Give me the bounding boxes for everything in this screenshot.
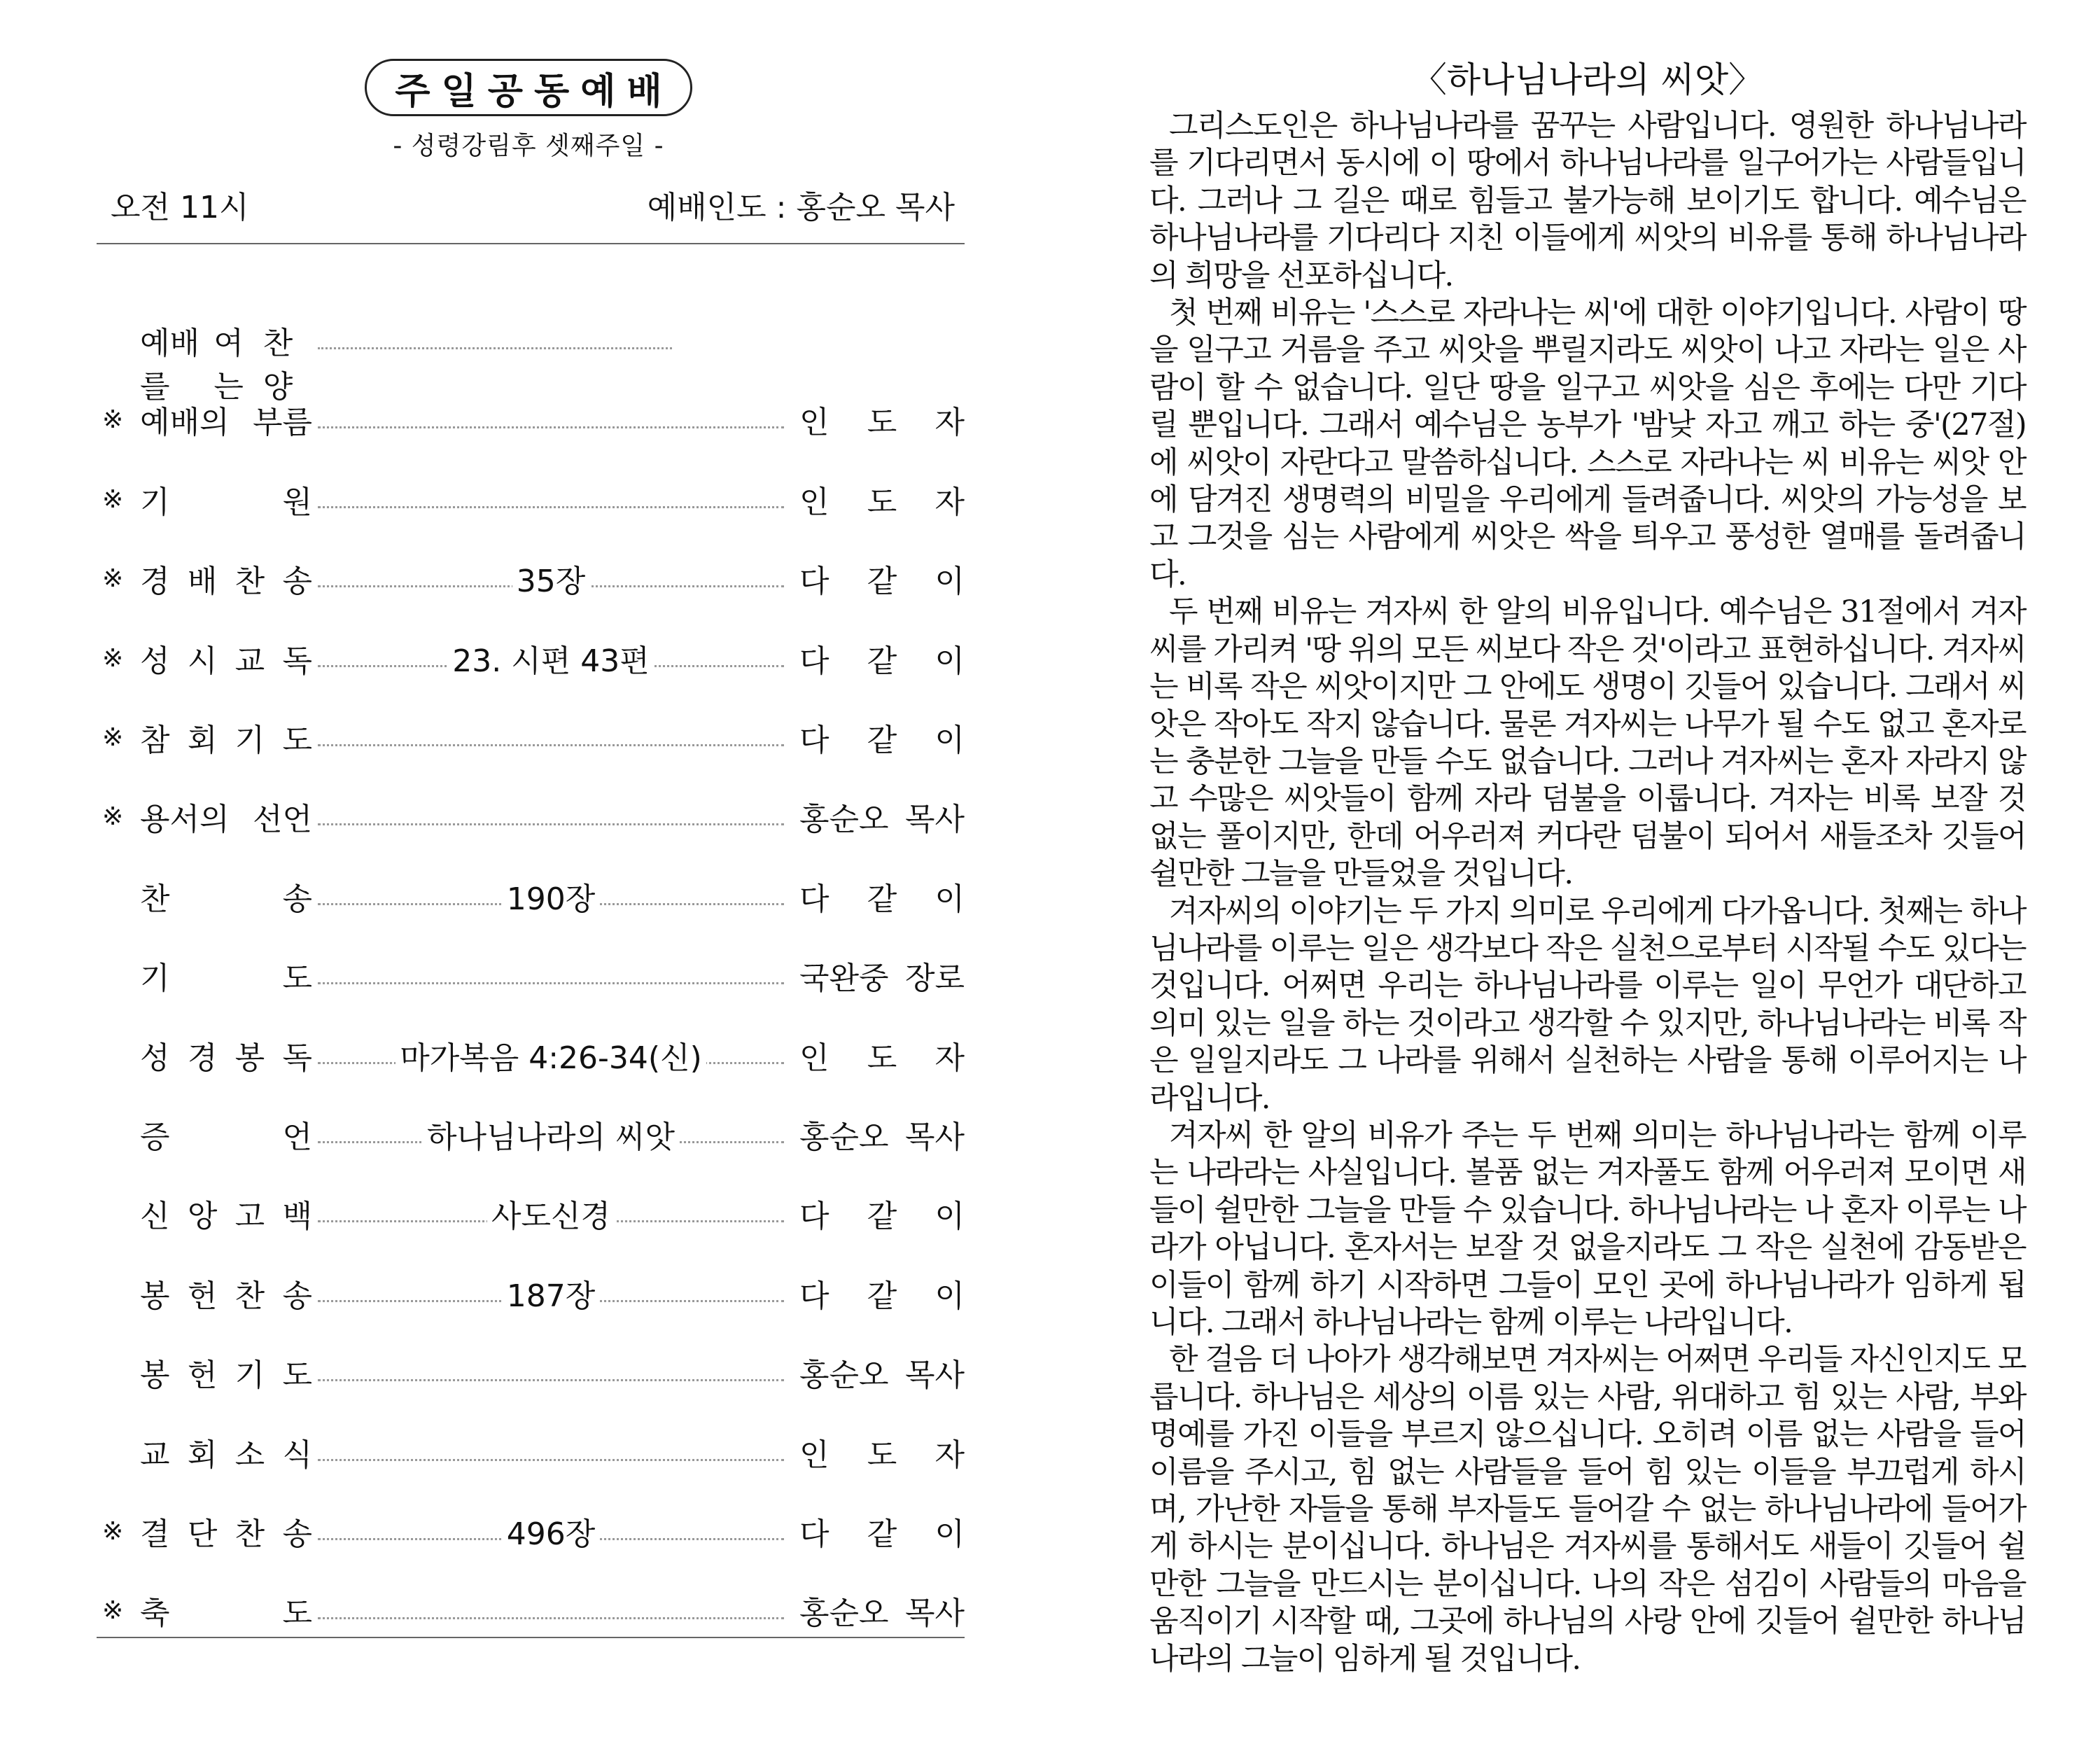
service-item-label: 용서의 선언 (140, 802, 312, 838)
bottom-divider (97, 1637, 965, 1638)
service-item-detail: 187장 (503, 1275, 600, 1318)
dot-leader (318, 744, 784, 746)
service-item-leader: 다 같 이 (799, 564, 965, 600)
service-item-label: 성 경 봉 독 (140, 1040, 312, 1076)
service-leader: 예배인도 : 홍순오 목사 (647, 190, 955, 225)
dot-leader (318, 1459, 784, 1461)
service-item-label: 경 배 찬 송 (140, 564, 312, 600)
service-item-detail: 하나님나라의 씨앗 (423, 1116, 679, 1159)
service-item-label: 결 단 찬 송 (140, 1516, 312, 1552)
service-item-label: 기 원 (140, 484, 312, 520)
service-item-leader: 홍순오 목사 (799, 802, 965, 838)
service-item (97, 1275, 965, 1318)
service-item-label: 증 언 (140, 1119, 312, 1155)
service-item-label: 예배의 부름 (140, 405, 312, 441)
service-item (97, 878, 965, 921)
service-item (97, 957, 965, 1000)
dot-leader (318, 426, 784, 428)
service-time: 오전 11시 (111, 190, 249, 225)
service-item-label: 축 도 (140, 1595, 312, 1632)
service-item-detail: 35장 (512, 560, 590, 603)
service-item (97, 1592, 965, 1635)
service-item-label: 찬 송 (140, 881, 312, 917)
service-subtitle: - 성령강림후 셋째주일 - (393, 132, 664, 160)
service-item-detail: 마가복음 4:26-34(신) (396, 1037, 706, 1080)
service-item-leader: 다 같 이 (799, 643, 965, 679)
service-item (97, 401, 965, 445)
service-item-leader: 다 같 이 (799, 1199, 965, 1235)
standing-mark: ※ (102, 643, 124, 673)
service-item (97, 1116, 965, 1159)
standing-mark: ※ (102, 405, 124, 435)
dot-leader (318, 982, 784, 984)
sermon-column (1149, 52, 2026, 1678)
service-item (97, 640, 965, 683)
service-item (97, 1354, 965, 1397)
service-title: 주일공동예배 (365, 59, 692, 116)
dot-leader (318, 506, 784, 508)
sermon-paragraph: 그리스도인은 하나님나라를 꿈꾸는 사람입니다. 영원한 하나님나라를 기다리면서 동시에 이 땅에서 하나님나라를 일구어가는 사람들입니다. 그러나 그 길은 때로 힘들고 불가능해 보이기도 합니다. 예수님은 하나님나라를 기다리다 지친 이들에게 씨앗의 비유를 통해 하나님나라의 희망을 선포하십니다. (1149, 109, 2026, 293)
service-item (97, 798, 965, 841)
service-item-label: 예배를 여는 찬양 (140, 326, 293, 405)
service-item-leader: 다 같 이 (799, 722, 965, 758)
service-item-detail: 190장 (503, 878, 600, 921)
service-item-label: 신 앙 고 백 (140, 1199, 312, 1235)
sermon-paragraph: 한 걸음 더 나아가 생각해보면 겨자씨는 어쩌면 우리들 자신인지도 모릅니다. 하나님은 세상의 이름 있는 사람, 위대하고 힘 있는 사람, 부와 명예를 가진 이들을 부르지 않으십니다. 오히려 이름 없는 사람을 들어 이름을 주시고, 힘 없는 사람들을 들어 힘 있는 이들을 부끄럽게 하시며, 가난한 자들을 통해 부자들도 들어갈 수 없는 하나님나라에 들어가게 하시는 분이십니다. 하나님은 겨자씨를 통해서도 새들이 깃들어 쉴만한 그늘을 만드시는 분이십니다. 나의 작은 섬김이 사람들의 마음을 움직이기 시작할 때, 그곳에 하나님의 사랑 안에 깃들어 쉴만한 하나님나라의 그늘이 임하게 될 것입니다. (1149, 1342, 2026, 1677)
dot-leader (318, 1379, 784, 1381)
dot-leader (318, 1617, 784, 1619)
service-item-label: 성 시 교 독 (140, 643, 312, 679)
service-item-leader: 홍순오 목사 (799, 1595, 965, 1632)
sermon-paragraph: 첫 번째 비유는 '스스로 자라나는 씨'에 대한 이야기입니다. 사람이 땅을 일구고 거름을 주고 씨앗을 뿌릴지라도 씨앗이 나고 자라는 일은 사람이 할 수 없습니다. 일단 땅을 일구고 씨앗을 심은 후에는 다만 기다릴 뿐입니다. 그래서 예수님은 농부가 '밤낮 자고 깨고 하는 중'(27절)에 씨앗이 자란다고 말씀하십니다. 스스로 자라나는 씨 비유는 씨앗 안에 담겨진 생명력의 비밀을 우리에게 들려줍니다. 씨앗의 가능성을 보고 그것을 심는 사람에게 씨앗은 싹을 틔우고 풍성한 열매를 돌려줍니다. (1149, 295, 2026, 592)
service-item-detail: 496장 (503, 1513, 600, 1556)
service-item (97, 560, 965, 603)
sermon-paragraph: 두 번째 비유는 겨자씨 한 알의 비유입니다. 예수님은 31절에서 겨자씨를 가리켜 '땅 위의 모든 씨보다 작은 것'이라고 표현하십니다. 겨자씨는 비록 작은 씨앗이지만 그 안에도 생명이 깃들어 있습니다. 그래서 씨앗은 작아도 작지 않습니다. 물론 겨자씨는 나무가 될 수도 없고 혼자로는 충분한 그늘을 만들 수도 없습니다. 그러나 겨자씨는 혼자 자라지 않고 수많은 씨앗들이 함께 자라 덤불을 이룹니다. 겨자는 비록 보잘 것 없는 풀이지만, 한데 어우러져 커다란 덤불이 되어서 새들조차 깃들어 쉴만한 그늘을 만들었을 것입니다. (1149, 594, 2026, 892)
service-item-label: 기 도 (140, 961, 312, 997)
sermon-paragraph: 겨자씨 한 알의 비유가 주는 두 번째 의미는 하나님나라는 함께 이루는 나라라는 사실입니다. 볼품 없는 겨자풀도 함께 어우러져 모이면 새들이 쉴만한 그늘을 만들 수 있습니다. 하나님나라는 나 혼자 이루는 나라가 아닙니다. 혼자서는 보잘 것 없을지라도 그 작은 실천에 감동받은 이들이 함께 하기 시작하면 그들이 모인 곳에 하나님나라가 임하게 됩니다. 그래서 하나님나라는 함께 이루는 나라입니다. (1149, 1117, 2026, 1340)
service-item-leader: 인 도 자 (799, 1040, 965, 1076)
service-item-label: 봉 헌 기 도 (140, 1357, 312, 1394)
service-item-leader: 인 도 자 (799, 484, 965, 520)
service-item-leader: 홍순오 목사 (799, 1357, 965, 1394)
service-item-leader: 다 같 이 (799, 881, 965, 917)
service-item (97, 481, 965, 524)
service-item (97, 1195, 965, 1238)
sermon-paragraph: 겨자씨의 이야기는 두 가지 의미로 우리에게 다가옵니다. 첫째는 하나님나라를 이루는 일은 생각보다 작은 실천으로부터 시작될 수도 있다는 것입니다. 어쩌면 우리는 하나님나라를 이루는 일이 무언가 대단하고 의미 있는 일을 하는 것이라고 생각할 수 있지만, 하나님나라는 비록 작은 일일지라도 그 나라를 위해서 실천하는 사람을 통해 이루어지는 나라입니다. (1149, 893, 2026, 1116)
service-item (97, 322, 965, 405)
service-item-leader: 인 도 자 (799, 1437, 965, 1473)
service-item (97, 719, 965, 762)
service-item-leader: 다 같 이 (799, 1516, 965, 1552)
standing-mark: ※ (102, 802, 124, 832)
service-item-leader: 다 같 이 (799, 1278, 965, 1314)
service-item-label: 참 회 기 도 (140, 722, 312, 758)
standing-mark: ※ (102, 564, 124, 594)
dot-leader (318, 347, 672, 349)
top-divider (97, 243, 965, 244)
standing-mark: ※ (102, 484, 124, 514)
service-item (97, 1513, 965, 1556)
service-item-leader: 인 도 자 (799, 405, 965, 441)
sermon-title: 〈하나님나라의 씨앗〉 (1411, 60, 1764, 100)
service-item-label: 봉 헌 찬 송 (140, 1278, 312, 1314)
service-item-detail: 23. 시편 43편 (448, 640, 653, 683)
service-item-detail: 사도신경 (487, 1195, 615, 1238)
service-item-label: 교 회 소 식 (140, 1437, 312, 1473)
service-item (97, 1037, 965, 1080)
standing-mark: ※ (102, 1596, 124, 1626)
service-item-leader: 국완중 장로 (799, 961, 965, 997)
standing-mark: ※ (102, 1517, 124, 1546)
service-item-leader: 홍순오 목사 (799, 1119, 965, 1155)
standing-mark: ※ (102, 723, 124, 752)
service-item (97, 1434, 965, 1477)
dot-leader (318, 823, 784, 825)
